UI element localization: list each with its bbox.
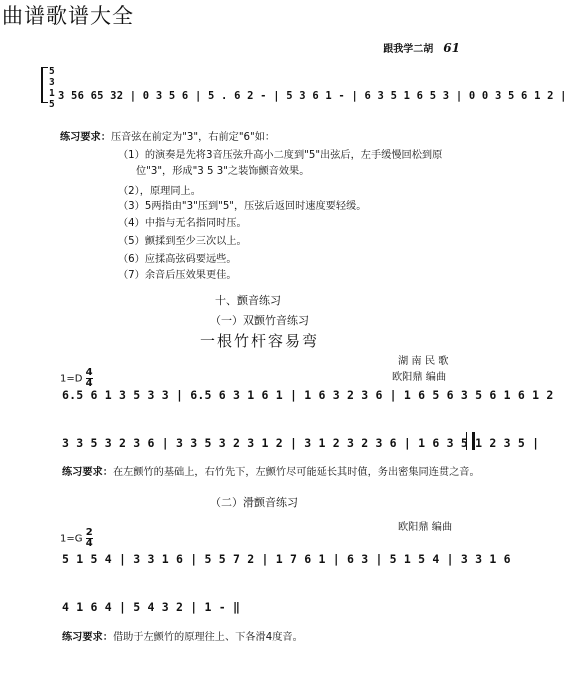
site-banner: 曲谱歌谱大全	[2, 4, 134, 28]
time-signature-2	[86, 528, 93, 549]
exercise1-item: （6）应揉高弦码要远些。	[118, 254, 237, 265]
song2-credit: 欧阳鼎 编曲	[398, 522, 453, 533]
meter-bottom-2: 4	[85, 538, 93, 549]
chord-note: 3	[49, 77, 55, 88]
exercise2-text: 在左颤竹的基础上，右竹先下，左颤竹尽可能延长其时值，务出密集同连贯之音。	[112, 467, 480, 478]
final-barline	[466, 432, 475, 450]
subsection-title: （一）双颤竹音练习	[210, 314, 309, 327]
exercise3-label: 练习要求：	[62, 632, 113, 643]
meter-top: 4	[85, 367, 93, 378]
key-signature	[60, 368, 93, 389]
song2-line2: 4 1 6 4 | 5 4 3 2 | 1 - ‖	[62, 600, 241, 614]
exercise1-item: （3）5两指由"3"压到"5"，压弦后返回时速度要轻缓。	[118, 201, 367, 212]
page-number: 61	[443, 41, 460, 55]
meter-bottom: 4	[85, 378, 93, 389]
subsection-title-2: （二）滑颤音练习	[210, 496, 298, 509]
exercise1-intro-text: 压音弦在前定为"3"，右前定"6"如：	[110, 132, 276, 143]
time-signature	[86, 368, 93, 389]
key-signature-2	[60, 528, 93, 549]
song2-line1: 5 1 5 4 | 3 3 1 6 | 5 5 7 2 | 1 7 6 1 | 6 3 | 5 1 5 4 | 3 3 1 6	[62, 552, 511, 566]
key-text: 1=D	[60, 373, 83, 385]
song1-line1: 6.5 6 1 3 5 3 3 | 6.5 6 3 1 6 1 | 1 6 3 2 3 6 | 1 6 5 6 3 5 6 1 6 1 2	[62, 388, 554, 402]
chord-note: 1	[49, 88, 55, 99]
exercise1-item: （2），原理同上。	[118, 186, 201, 197]
song1-line2: 3 3 5 3 2 3 6 | 3 3 5 3 2 3 1 2 | 3 1 2 3 2 3 6 | 1 6 3 5 1 2 3 5 |	[62, 436, 540, 450]
exercise1-item: 位"3"，形成"3 5 3"之装饰颤音效果。	[136, 166, 310, 177]
exercise3	[62, 628, 303, 643]
arranger-credit: 欧阳鼎 编曲	[392, 372, 447, 383]
chord-note: 5	[49, 99, 55, 110]
exercise1-intro	[60, 128, 275, 143]
song-title: 一根竹杆容易弯	[200, 332, 320, 350]
page-header	[383, 40, 460, 55]
exercise1-item: （1）的演奏是先将3音压弦升高小二度到"5"出弦后，左手缓慢回松到原	[118, 150, 443, 161]
exercise2-label: 练习要求：	[62, 467, 113, 478]
exercise1-item: （7）余音后压效果更佳。	[118, 270, 237, 281]
exercise1-label: 练习要求：	[60, 132, 111, 143]
exercise1-item: （4）中指与无名指同时压。	[118, 218, 247, 229]
exercise2	[62, 463, 480, 478]
key-text-2: 1=G	[60, 533, 83, 545]
book-title: 跟我学二胡	[383, 44, 434, 55]
section-title: 十、颤音练习	[215, 294, 281, 307]
top-staff-notes: 3 56 65 32 | 0 3 5 6 | 5 . 6 2 - | 5 3 6 1 - | 6 3 5 1 6 5 3 | 0 0 3 5 6 1 2 |	[58, 90, 567, 102]
exercise3-text: 借助于左颤竹的原理往上、下各滑4度音。	[112, 632, 303, 643]
chord-bracket	[41, 67, 48, 103]
meter-top-2: 2	[85, 527, 93, 538]
song-credit: 湖 南 民 歌	[398, 356, 449, 367]
chord-note: 5	[49, 66, 55, 77]
chord-stack	[49, 66, 55, 110]
exercise1-item: （5）颤揉到至少三次以上。	[118, 236, 247, 247]
